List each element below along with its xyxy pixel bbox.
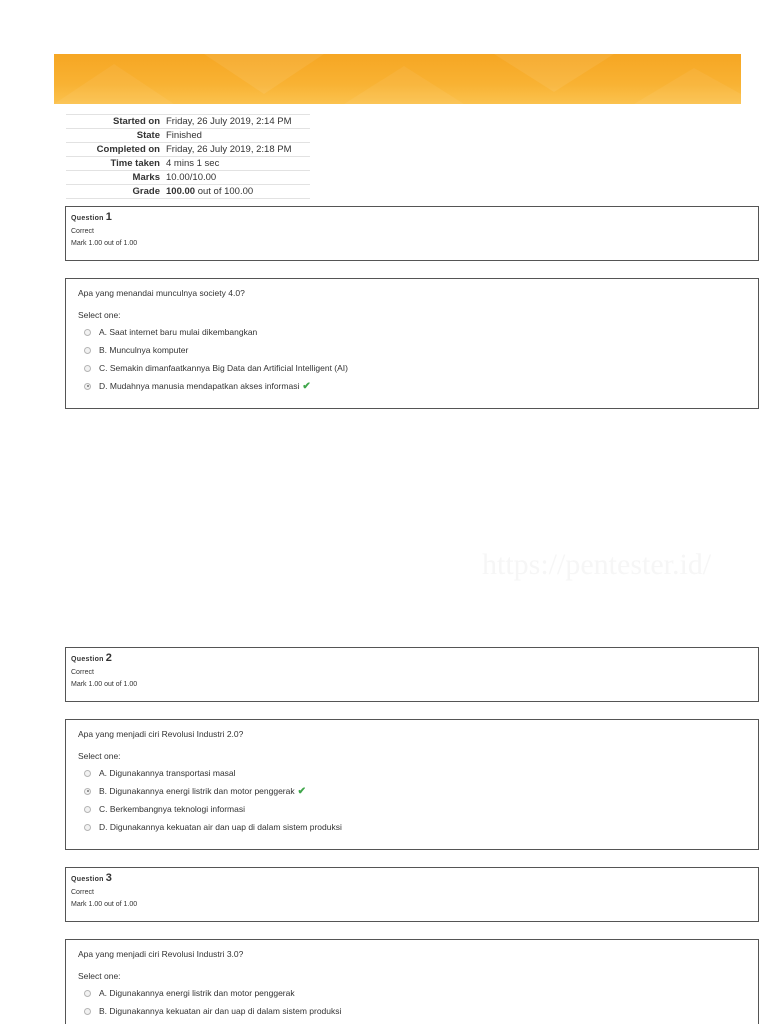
- radio-button[interactable]: [84, 824, 91, 831]
- question-number: 1: [105, 211, 112, 223]
- answer-option[interactable]: [78, 1002, 746, 1020]
- select-one-label: Select one:: [78, 751, 121, 761]
- option-label: B. Digunakannya energi listrik dan motor penggerak: [99, 786, 295, 796]
- question-text: Apa yang menandai munculnya society 4.0?: [78, 288, 245, 298]
- radio-button[interactable]: [84, 347, 91, 354]
- answer-option-selected[interactable]: [78, 377, 746, 395]
- question-label: Question: [71, 656, 104, 663]
- select-one-label: Select one:: [78, 971, 121, 981]
- radio-button[interactable]: [84, 365, 91, 372]
- option-label: C. Semakin dimanfaatkannya Big Data dan Artificial Intelligent (AI): [99, 363, 348, 373]
- grade-value: 100.00: [166, 186, 196, 197]
- grade-max: out of 100.00: [195, 186, 254, 197]
- summary-value: Friday, 26 July 2019, 2:18 PM: [163, 143, 310, 157]
- banner-wave-pattern: [54, 54, 741, 104]
- question-state: Correct: [71, 228, 94, 235]
- summary-row: [66, 157, 310, 171]
- summary-value: [163, 185, 310, 199]
- option-label: B. Digunakannya kekuatan air dan uap di dalam sistem produksi: [99, 1006, 342, 1016]
- summary-key: Completed on: [66, 143, 163, 157]
- question-content-1: [65, 278, 759, 409]
- summary-row: [66, 171, 310, 185]
- check-icon: ✔: [302, 380, 311, 392]
- question-content-2: [65, 719, 759, 850]
- radio-button[interactable]: [84, 329, 91, 336]
- header-banner: [54, 54, 741, 104]
- option-label: D. Mudahnya manusia mendapatkan akses informasi: [99, 381, 300, 391]
- option-label: B. Munculnya komputer: [99, 345, 189, 355]
- check-icon: ✔: [297, 785, 307, 797]
- answer-option[interactable]: [78, 764, 746, 782]
- summary-key: Marks: [66, 171, 163, 185]
- question-content-3: [65, 939, 759, 1024]
- question-text: Apa yang menjadi ciri Revolusi Industri 2.0?: [78, 729, 244, 739]
- question-mark: Mark 1.00 out of 1.00: [71, 901, 138, 908]
- summary-row: [66, 185, 310, 199]
- question-number: 3: [105, 872, 112, 884]
- answer-option[interactable]: [78, 323, 746, 341]
- radio-button-selected[interactable]: [84, 788, 91, 795]
- summary-key: Grade: [66, 185, 163, 199]
- question-state: Correct: [71, 889, 94, 896]
- question-label: Question: [71, 215, 104, 222]
- radio-button-selected[interactable]: [84, 383, 91, 390]
- summary-value: Friday, 26 July 2019, 2:14 PM: [163, 115, 310, 129]
- summary-row: [66, 129, 310, 143]
- summary-key: Started on: [66, 115, 163, 129]
- question-info-3: [65, 867, 759, 922]
- summary-row: [66, 115, 310, 129]
- answer-option[interactable]: [78, 984, 746, 1002]
- option-label: A. Saat internet baru mulai dikembangkan: [99, 327, 258, 337]
- attempt-summary-table: [66, 114, 310, 199]
- option-label: A. Digunakannya energi listrik dan motor penggerak: [99, 988, 295, 998]
- answer-option[interactable]: [78, 818, 746, 836]
- summary-value: Finished: [163, 129, 310, 143]
- question-mark: Mark 1.00 out of 1.00: [71, 240, 138, 247]
- question-text: Apa yang menjadi ciri Revolusi Industri 3.0?: [78, 949, 244, 959]
- answer-option[interactable]: [78, 359, 746, 377]
- option-label: A. Digunakannya transportasi masal: [99, 768, 236, 778]
- answer-option-selected[interactable]: [78, 782, 746, 800]
- radio-button[interactable]: [84, 990, 91, 997]
- summary-value: 10.00/10.00: [163, 171, 310, 185]
- radio-button[interactable]: [84, 806, 91, 813]
- question-mark: Mark 1.00 out of 1.00: [71, 681, 138, 688]
- question-info-1: [65, 206, 759, 261]
- question-info-2: [65, 647, 759, 702]
- question-number: 2: [105, 652, 112, 664]
- select-one-label: Select one:: [78, 310, 121, 320]
- summary-value: 4 mins 1 sec: [163, 157, 310, 171]
- option-label: C. Berkembangnya teknologi informasi: [99, 804, 245, 814]
- watermark-text: https://pentester.id/: [482, 548, 712, 581]
- summary-key: Time taken: [66, 157, 163, 171]
- question-label: Question: [71, 876, 104, 883]
- answer-option[interactable]: [78, 341, 746, 359]
- summary-key: State: [66, 129, 163, 143]
- question-state: Correct: [71, 669, 94, 676]
- radio-button[interactable]: [84, 770, 91, 777]
- radio-button[interactable]: [84, 1008, 91, 1015]
- summary-row: [66, 143, 310, 157]
- option-label: D. Digunakannya kekuatan air dan uap di dalam sistem produksi: [99, 822, 342, 832]
- answer-option[interactable]: [78, 800, 746, 818]
